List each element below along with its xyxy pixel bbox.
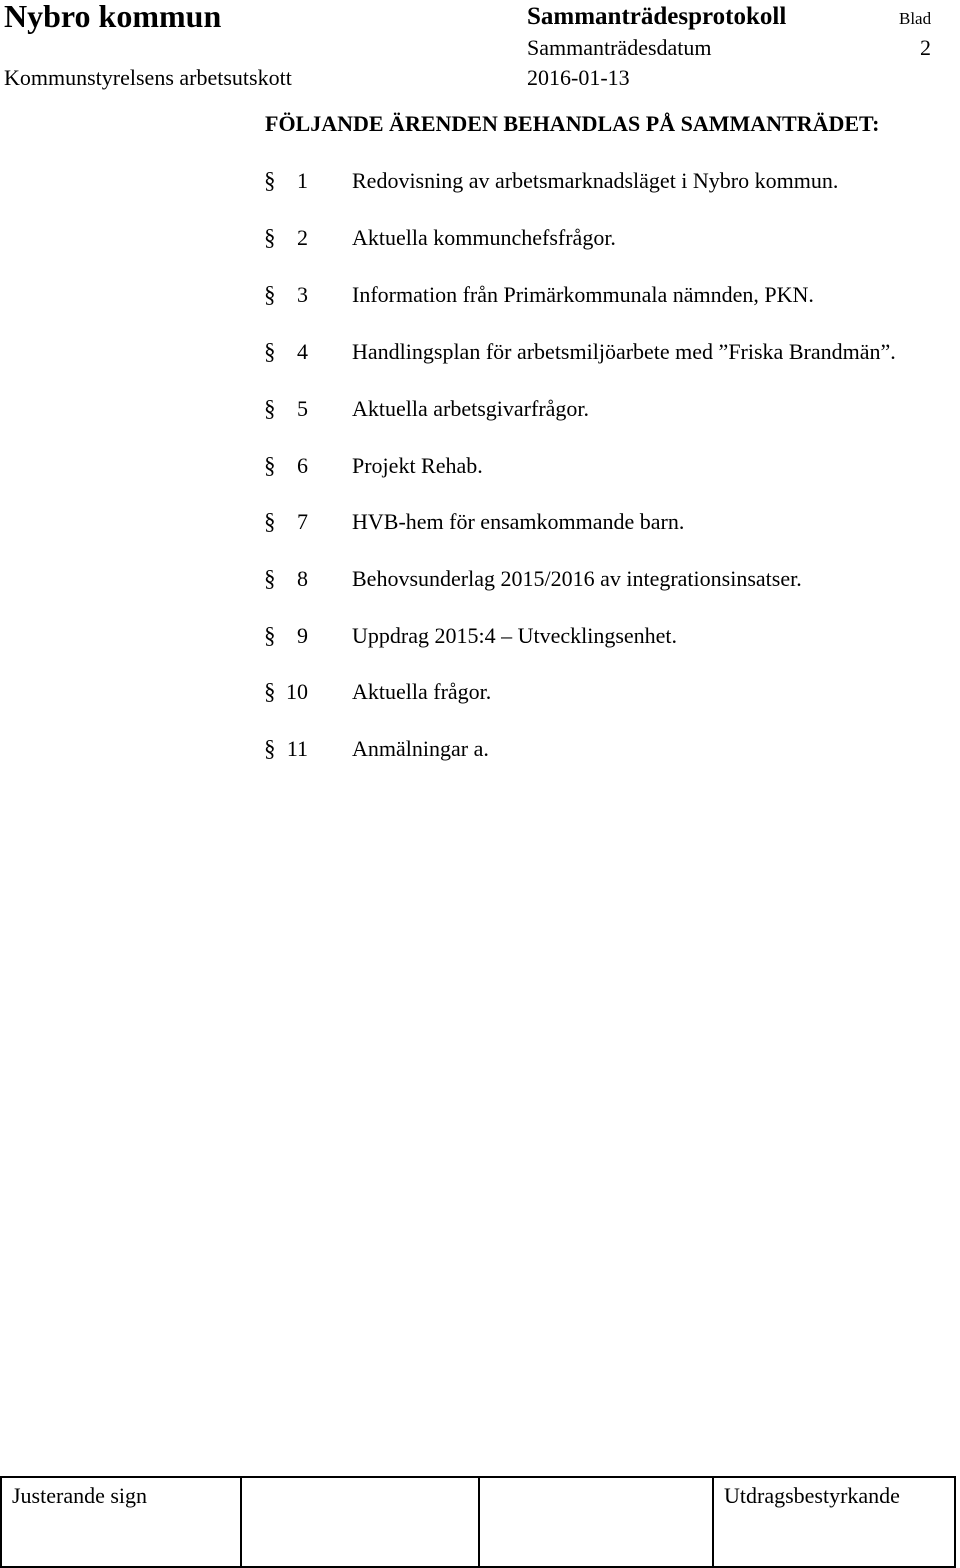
meeting-date: 2016-01-13 [527,65,630,90]
agenda-item [0,677,960,717]
agenda-item-text: Aktuella kommunchefsfrågor. [352,225,616,250]
agenda-item-number: 6 [297,453,308,478]
agenda-item-number: 8 [297,566,308,591]
utdragsbestyrkande-label: Utdragsbestyrkande [724,1483,900,1508]
agenda-item-text: Aktuella arbetsgivarfrågor. [352,396,590,421]
section-sign: § [264,679,276,704]
agenda-item-text: Uppdrag 2015:4 – Utvecklingsenhet. [352,623,678,648]
justerande-sign-label: Justerande sign [12,1483,148,1508]
section-sign: § [264,168,276,193]
agenda-item-text: Information från Primärkommunala nämnden, PKN. [352,282,814,307]
document-type: Sammanträdesprotokoll [527,3,787,30]
agenda-item [0,337,960,377]
agenda-item [0,166,960,206]
agenda-item-text: Projekt Rehab. [352,453,483,478]
section-sign: § [264,282,276,307]
agenda-item [0,223,960,263]
agenda-item-text: Redovisning av arbetsmarknadsläget i Nybro kommun. [352,168,839,193]
meeting-date-label: Sammanträdesdatum [527,35,712,60]
signature-cell-utdrag [714,1478,954,1566]
agenda-item [0,507,960,547]
agenda-item-text: HVB-hem för ensamkommande barn. [352,509,685,534]
agenda-item [0,394,960,434]
section-sign: § [264,566,276,591]
agenda-item-number: 5 [297,396,308,421]
signature-cell-blank [242,1478,480,1566]
agenda-item-text: Behovsunderlag 2015/2016 av integrationsinsatser. [352,566,802,591]
agenda-heading: FÖLJANDE ÄRENDEN BEHANDLAS PÅ SAMMANTRÄDET: [265,111,880,136]
agenda-item-number: 3 [297,282,308,307]
section-sign: § [264,509,276,534]
agenda-item-number: 9 [297,623,308,648]
sheet-label: Blad [899,9,932,28]
section-sign: § [264,736,276,761]
section-sign: § [264,396,276,421]
committee-name: Kommunstyrelsens arbetsutskott [4,65,292,90]
signature-cell-justerande [2,1478,242,1566]
agenda-item-number: 1 [297,168,308,193]
agenda-item-text: Anmälningar a. [352,736,489,761]
organization-name: Nybro kommun [4,0,222,34]
section-sign: § [264,453,276,478]
agenda-item-text: Handlingsplan för arbetsmiljöarbete med ”Friska Brandmän”. [352,339,896,364]
agenda-item [0,564,960,604]
agenda-item-text: Aktuella frågor. [352,679,492,704]
agenda-item [0,621,960,661]
agenda-item-number: 4 [297,339,308,364]
section-sign: § [264,339,276,364]
signature-cell-blank [480,1478,714,1566]
agenda-item [0,280,960,320]
agenda-item [0,451,960,491]
agenda-item-number: 7 [297,509,308,534]
section-sign: § [264,623,276,648]
agenda-item [0,734,960,774]
agenda-item-number: 11 [286,736,308,761]
signature-table [0,1476,956,1568]
agenda-item-number: 10 [286,679,308,704]
agenda-item-number: 2 [297,225,308,250]
page-number: 2 [920,35,931,60]
section-sign: § [264,225,276,250]
